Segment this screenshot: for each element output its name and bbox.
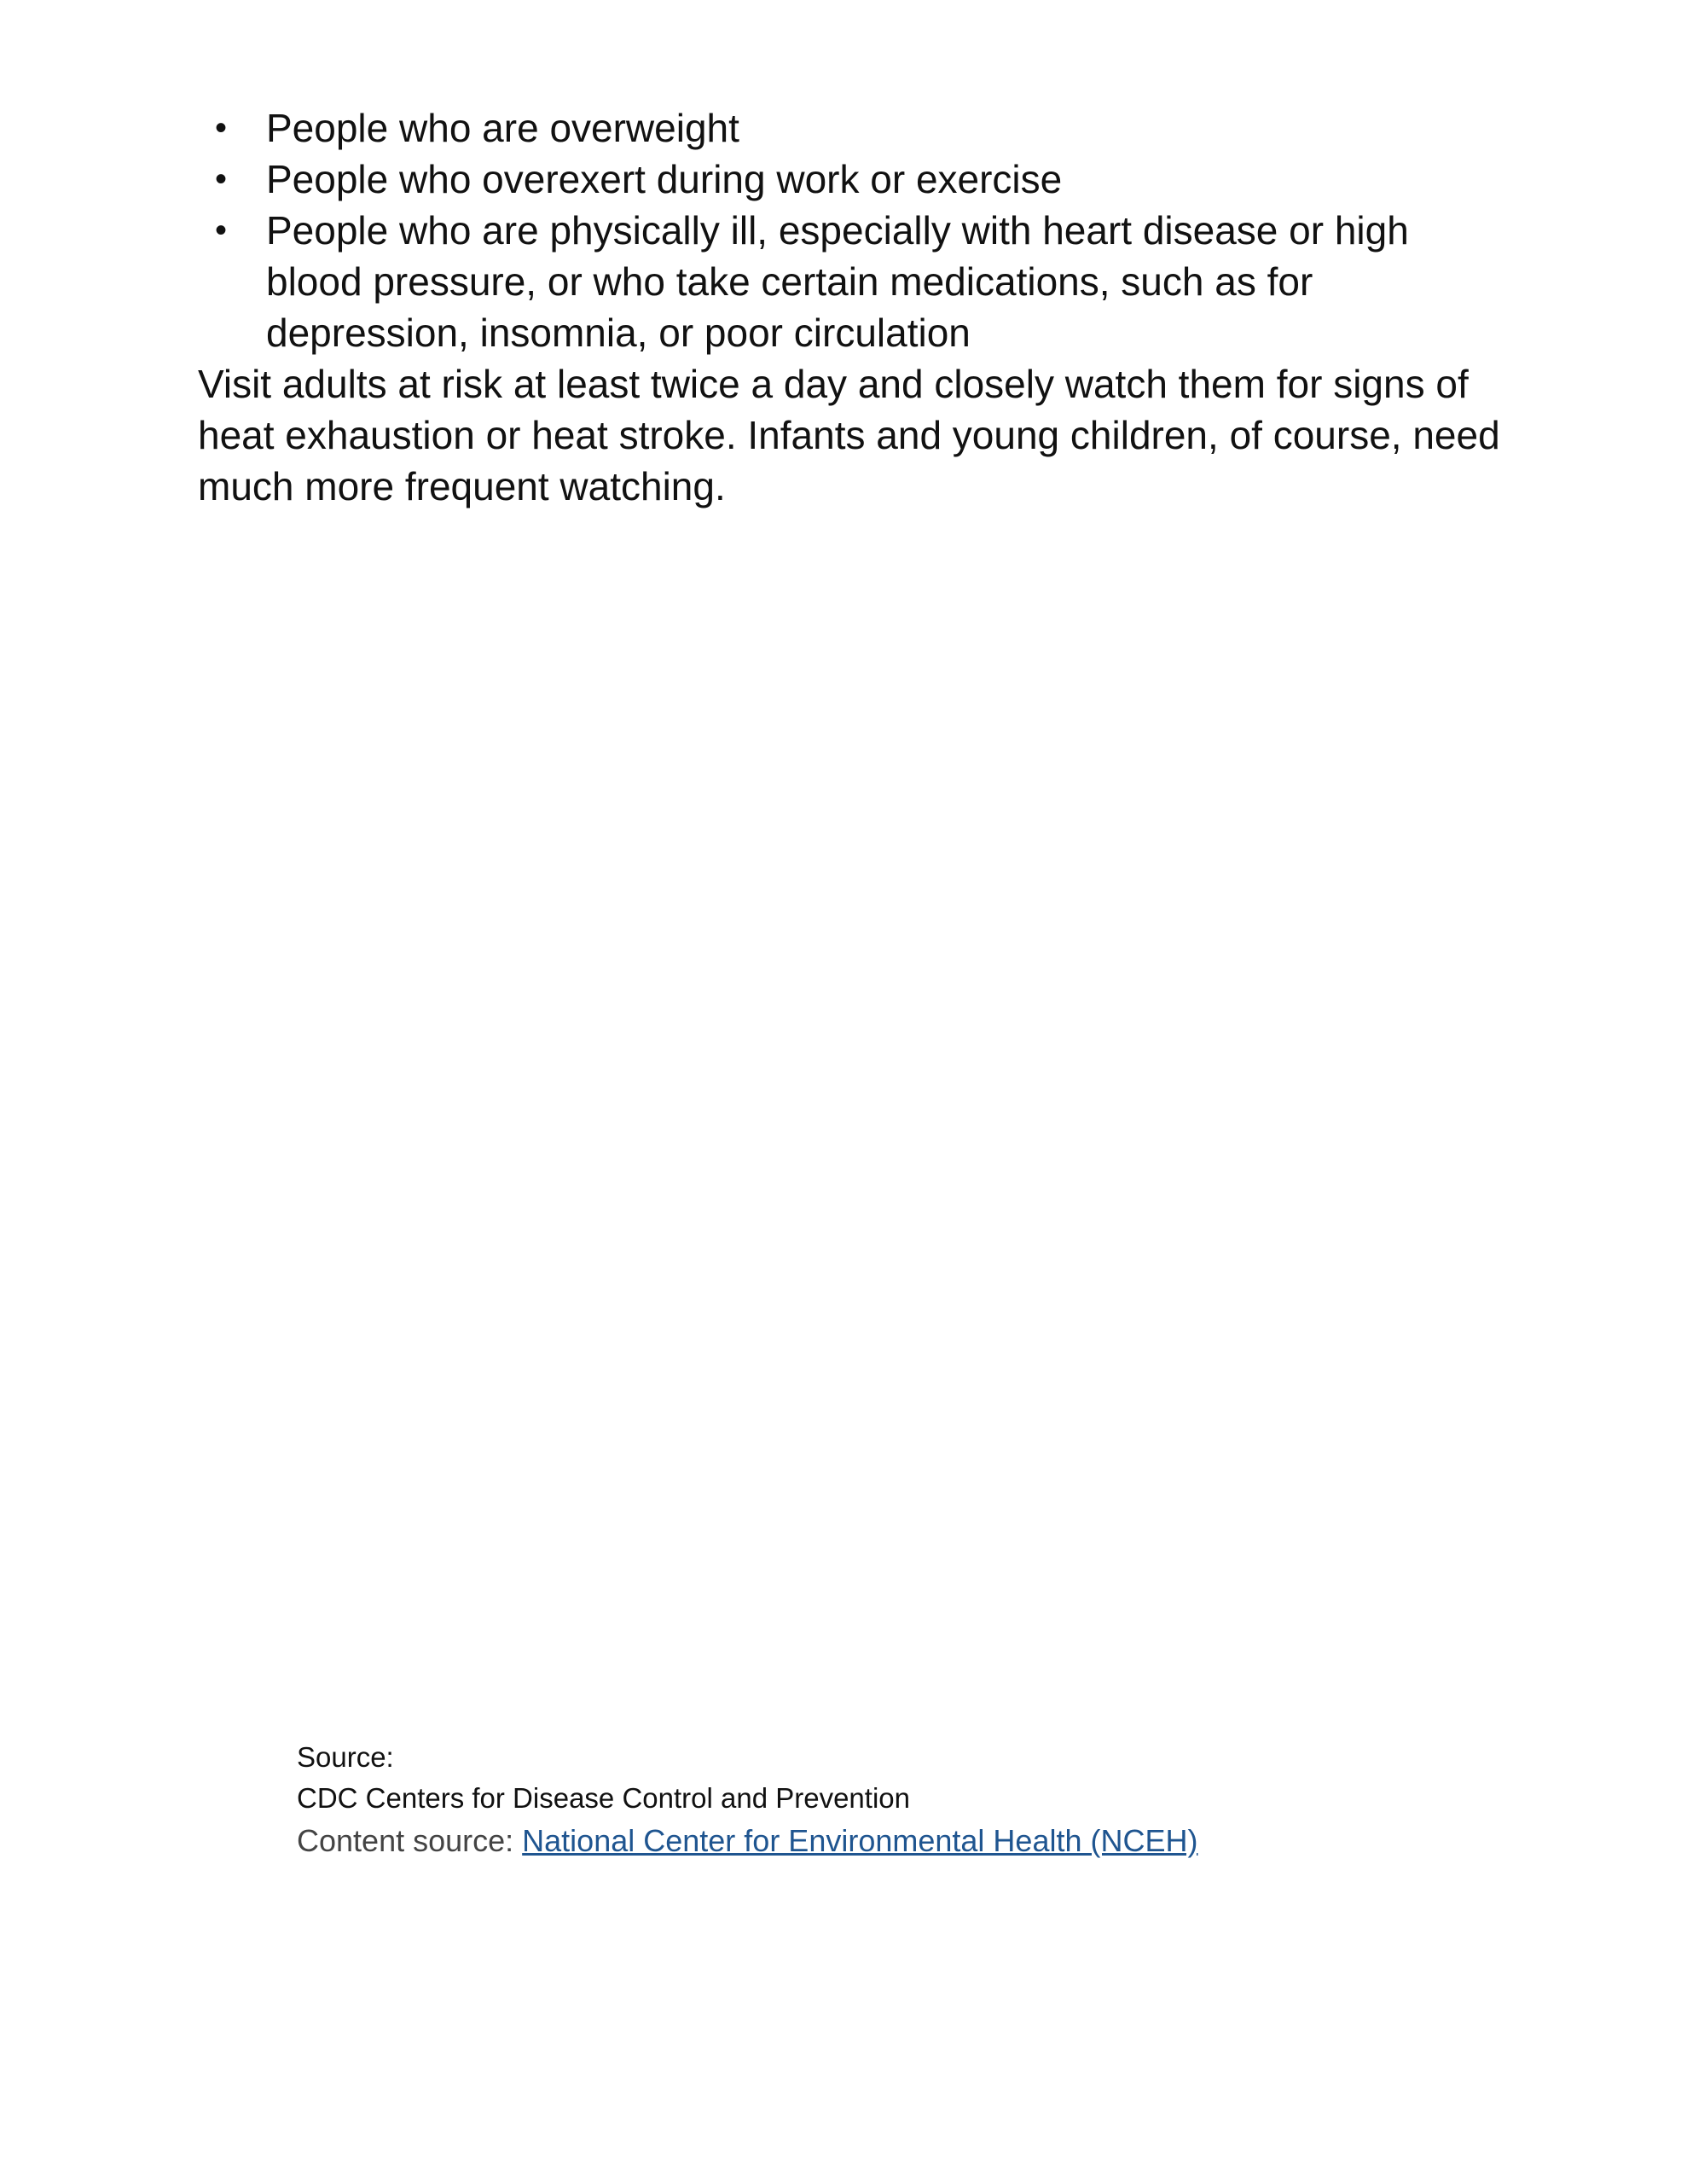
list-item-text: People who are physically ill, especially with heart disease or high blood pressure, or who take certain medications, such as for depression, insomnia, or poor circulation bbox=[266, 208, 1409, 355]
list-item bbox=[198, 102, 1511, 154]
list-item-text: People who overexert during work or exercise bbox=[266, 157, 1063, 201]
bullet-icon: • bbox=[215, 212, 228, 249]
bullet-icon: • bbox=[215, 160, 228, 198]
list-item bbox=[198, 205, 1511, 358]
list-item bbox=[198, 154, 1511, 205]
body-paragraph: Visit adults at risk at least twice a day and closely watch them for signs of heat exhaustion or heat stroke. Infants and young children, of course, need much more frequent watching. bbox=[198, 362, 1500, 508]
risk-group-list bbox=[198, 102, 1511, 358]
list-item-text: People who are overweight bbox=[266, 106, 739, 150]
content-source-prefix: Content source: bbox=[297, 1823, 523, 1858]
source-section bbox=[297, 1737, 1491, 1863]
nceh-link[interactable]: National Center for Environmental Health (NCEH) bbox=[522, 1823, 1198, 1858]
content-source-line bbox=[297, 1819, 1491, 1863]
bullet-icon: • bbox=[215, 109, 228, 147]
source-label: Source: bbox=[297, 1741, 394, 1773]
main-content bbox=[198, 102, 1511, 512]
source-organization: CDC Centers for Disease Control and Prevention bbox=[297, 1782, 910, 1814]
